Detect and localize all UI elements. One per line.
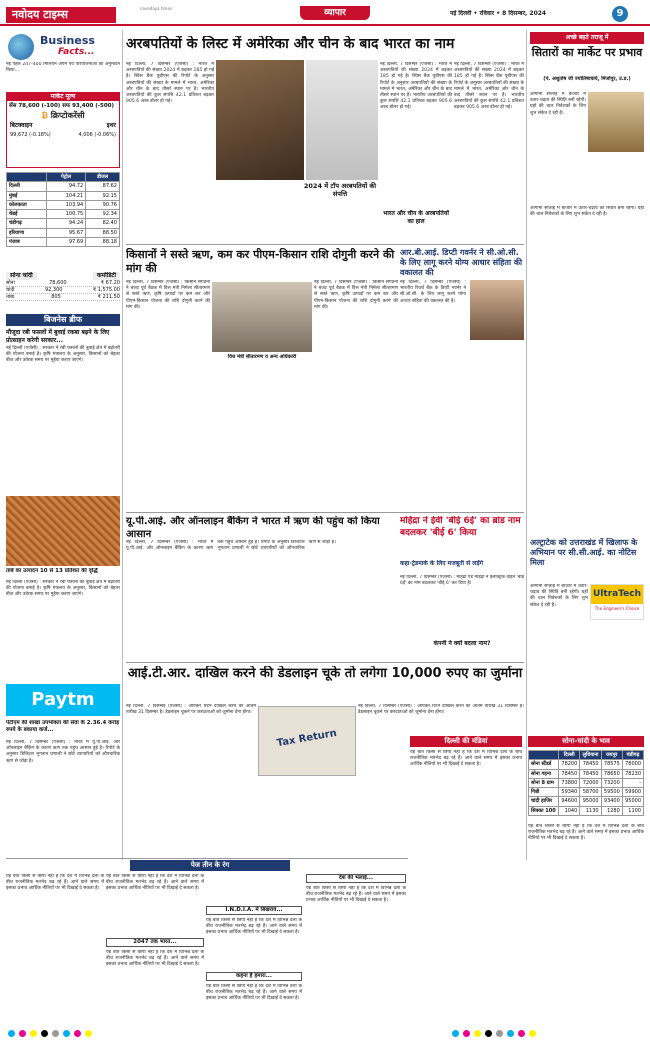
- rbi-text: नई दिल्ली, 7 दिसम्बर (एजेंसी) : भारतीय रिजर्व बैंक के डिप्टी गवर्नर ने सी.ओ.सी. के लिए लागू करने योग्य आधार संहिता की वकालत की है।: [400, 280, 466, 304]
- upi-text: नई दिल्ली, 7 दिसम्बर (एजेंसी) : भारत में यू.पी.आई. और ऑनलाइन बैंकिंग के कारण ऋण तक पहुंच आसान हुई है। रिपोर्ट के अनुसार डिजिटल भुगतान प्रणाली ने छोटे व्यापारियों को औपचारिक ऋण से जोड़ा है।: [126, 540, 336, 552]
- gold-silver-cell: -: [622, 778, 643, 787]
- mahindra-text: नई दिल्ली, 7 दिसम्बर (एजेंसी) : महिंद्रा एंड महिंद्रा ने इलेक्ट्रिक वाहन 'बीई 6ई' का नाम बदलकर 'बीई 6' कर दिया है।: [400, 575, 524, 587]
- main-photo: [216, 60, 304, 180]
- ultratech-logo-box: [590, 584, 644, 620]
- farmer-text-2: नई दिल्ली, 7 दिसम्बर (एजेंसी) : किसान संगठनों ने बजट पूर्व बैठक में वित्त मंत्री निर्मला सीतारमण से सस्ते ऋण, कृषि उत्पादों पर कम कर और पीएम-किसान योजना की राशि दोगुनी करने की मांग की।: [314, 280, 398, 310]
- commodity-row: [6, 287, 120, 294]
- page-number: 9: [612, 6, 628, 22]
- fuel-cell: कोलकाता: [7, 200, 47, 209]
- gold-silver-row: [529, 797, 644, 806]
- globe-icon: [8, 34, 34, 60]
- commodity-cell: सोना: [6, 279, 15, 286]
- gold-silver-cell: 78230: [622, 769, 643, 778]
- fuel-row: [7, 200, 120, 209]
- commodity-row: [6, 294, 120, 301]
- ether-label: इथर: [106, 122, 116, 130]
- paper-name: नवोदय टाइम्स: [6, 7, 116, 23]
- ultratech-logo: UltraTech: [591, 585, 643, 604]
- fuel-cell: 88.18: [86, 237, 120, 246]
- fuel-cell: चंडीगढ़: [7, 219, 47, 228]
- fuel-row: [7, 228, 120, 237]
- mahindra-question: कंपनी ने क्यों बदला नाम?: [433, 640, 491, 647]
- gold-silver-text: यह बात किसी से छिपी नहीं है कि देश में विभिन्न दलों के बीच राजनीतिक मतभेद बढ़ रहे हैं। आने वाले समय में इसका प्रभाव आर्थिक नीतियों पर भी दिखाई दे सकता है।: [528, 824, 644, 842]
- gold-silver-table: [528, 750, 644, 820]
- fuel-row: [7, 210, 120, 219]
- fuel-cell: 103.94: [46, 200, 85, 209]
- astro-photo: [588, 92, 644, 152]
- fuel-header: [7, 173, 47, 182]
- fuel-cell: हरियाणा: [7, 228, 47, 237]
- gold-silver-row: [529, 788, 644, 797]
- bottom-box-2: देश की भलाई...: [306, 874, 406, 883]
- main-text-col3: नई दिल्ली, 7 दिसम्बर (एजेंसी) : भारत में अरबपतियों की संख्या 2024 में बढ़कर 185 हो गई है। स्विस बैंक यूबीएस की रिपोर्ट के अनुसार अरबपतियों की संख्या के मामले में भारत, अमेरिका और चीन के बाद तीसरे स्थान पर है। भारतीय अरबपतियों की कुल संपत्ति 42.1 प्रतिशत बढ़कर 905.6 अरब डॉलर हो गई।: [380, 62, 452, 111]
- ultratech-tagline: The Engineer's Choice: [594, 606, 640, 612]
- paytm-logo: Paytm: [6, 684, 120, 716]
- bottom-text-5: यह बात किसी से छिपी नहीं है कि देश में विभिन्न दलों के बीच राजनीतिक मतभेद बढ़ रहे हैं। आने वाले समय में इसका प्रभाव आर्थिक नीतियों पर भी दिखाई दे सकता है।: [206, 984, 302, 1002]
- gold-silver-cell: 1100: [622, 806, 643, 815]
- fuel-row: [7, 182, 120, 191]
- gold-silver-cell: सोना गहना: [529, 769, 559, 778]
- gold-silver-cell: 93400: [601, 797, 622, 806]
- delhi-mandi-title: दिल्ली की मंडियां: [410, 736, 522, 747]
- gold-silver-cell: 78450: [580, 760, 601, 769]
- bottom-box-4: कहना है हमारा...: [206, 972, 302, 981]
- fuel-cell: चेन्नई: [7, 210, 47, 219]
- small-tag: navodaya times: [140, 6, 173, 11]
- gold-silver-cell: 1040: [559, 806, 580, 815]
- astro-header: अच्छे बहते तराजू में: [530, 32, 644, 44]
- upi-headline: यू.पी.आई. और ऑनलाइन बैंकिंग ने भारत में ऋण की पहुंच को किया आसान: [126, 516, 380, 540]
- itr-text-2: नई दिल्ली, 7 दिसम्बर (एजेंसी) : आयकर रिटर्न दाखिल करने की अंतिम तारीख 31 दिसम्बर है। डेडलाइन चूकने पर करदाताओं को जुर्माना देना होगा।: [358, 704, 524, 716]
- gold-silver-cell: 1130: [580, 806, 601, 815]
- copper-photo: [6, 496, 120, 566]
- gold-silver-row: [529, 769, 644, 778]
- market-heading: मार्केट मूल्य: [7, 93, 119, 101]
- fuel-cell: 92.15: [86, 191, 120, 200]
- fuel-row: [7, 191, 120, 200]
- gold-silver-cell: 78000: [622, 760, 643, 769]
- ultratech-text: आगामी सप्ताह में बाजार में उतार-चढ़ाव की स्थिति बनी रहेगी। ग्रहों की चाल निवेशकों के लिए शुभ संकेत दे रही है।: [530, 584, 588, 608]
- fuel-cell: पंजाब: [7, 237, 47, 246]
- gold-silver-cell: 95000: [580, 797, 601, 806]
- masthead-bar: [0, 4, 650, 26]
- bitcoin-value: 99,672 (-0.18%): [10, 131, 51, 138]
- commodity-cell: 805: [51, 294, 61, 300]
- chart-photo: [306, 60, 378, 180]
- fuel-header: पेट्रोल: [46, 173, 85, 182]
- bottom-box-3: 2047 तक भारत...: [106, 938, 204, 947]
- bottom-text-2: यह बात किसी से छिपी नहीं है कि देश में विभिन्न दलों के बीच राजनीतिक मतभेद बढ़ रहे हैं। आने वाले समय में इसका प्रभाव आर्थिक नीतियों पर भी दिखाई दे सकता है।: [106, 874, 204, 892]
- astro-byline: (पं. अशुतोष जी ज्योतिषाचार्य, मिर्जापुर, उ.प्र.): [543, 76, 631, 82]
- commodity-cell: 78,600: [49, 279, 67, 286]
- fuel-row: [7, 237, 120, 246]
- commodity-heading: कमोडिटी: [93, 272, 120, 280]
- mahindra-subhead: कहा-ट्रेडमार्क के लिए मजबूती से लड़ेंगे: [400, 560, 483, 567]
- gold-silver-cell: सोना 8 ग्राम: [529, 778, 559, 787]
- ether-value: 4,006 (-0.06%): [78, 131, 116, 138]
- gold-silver-cell: चांदी हाजिर: [529, 797, 559, 806]
- market-box: [6, 92, 120, 168]
- fuel-cell: 97.69: [46, 237, 85, 246]
- gold-silver-cell: सिक्का 100: [529, 806, 559, 815]
- gold-silver-cell: 73200: [601, 778, 622, 787]
- commodity-box: [6, 272, 120, 312]
- gold-silver-cell: 78650: [601, 769, 622, 778]
- business-facts: [6, 32, 120, 88]
- fuel-row: [7, 219, 120, 228]
- business-facts-title: Business: [40, 34, 95, 47]
- rbi-headline: आर.बी.आई. डिप्टी गवर्नर ने सी.ओ.सी. के लिए लागू करने योग्य आधार संहिता की वकालत की: [400, 248, 523, 277]
- main-subhead: भारत और चीन के अरबपतियों का हाल: [383, 210, 449, 225]
- fuel-cell: मुंबई: [7, 191, 47, 200]
- farmer-caption: वित्त मंत्री सीतारमण व अन्य अधिकारी: [227, 354, 297, 360]
- gold-silver-cell: 72000: [580, 778, 601, 787]
- commodity-cell: 92,300: [44, 286, 63, 293]
- gold-silver-row: [529, 806, 644, 815]
- gold-silver-cell: 95000: [622, 797, 643, 806]
- commodity-cell: चांदी: [6, 286, 15, 293]
- fuel-cell: 90.76: [86, 200, 120, 209]
- gold-silver-cell: 94600: [559, 797, 580, 806]
- gold-silver-header: दिल्ली: [559, 751, 580, 760]
- edition-line: नई दिल्ली • रविवार • 8 दिसम्बर, 2024: [450, 10, 547, 17]
- itr-headline: आई.टी.आर. दाखिल करने की डेडलाइन चूके तो लगेगा 10,000 रुपए का जुर्माना: [127, 666, 523, 681]
- bottom-text-4: यह बात किसी से छिपी नहीं है कि देश में विभिन्न दलों के बीच राजनीतिक मतभेद बढ़ रहे हैं। आने वाले समय में इसका प्रभाव आर्थिक नीतियों पर भी दिखाई दे सकता है।: [206, 918, 302, 936]
- gold-silver-row: [529, 778, 644, 787]
- bottom-text-1: यह बात किसी से छिपी नहीं है कि देश में विभिन्न दलों के बीच राजनीतिक मतभेद बढ़ रहे हैं। आने वाले समय में इसका प्रभाव आर्थिक नीतियों पर भी दिखाई दे सकता है।: [6, 874, 104, 892]
- brief-box: [6, 314, 120, 494]
- gold-silver-header: [529, 751, 559, 760]
- main-text-col1: नई दिल्ली, 7 दिसम्बर (एजेंसी) : भारत में अरबपतियों की संख्या 2024 में बढ़कर 185 हो गई है। स्विस बैंक यूबीएस की रिपोर्ट के अनुसार अरबपतियों की संख्या के मामले में भारत, अमेरिका और चीन के बाद तीसरे स्थान पर है। भारतीय अरबपतियों की कुल संपत्ति 42.1 प्रतिशत बढ़कर 905.6 अरब डॉलर हो गई।: [126, 62, 214, 105]
- sensex-line: सेंस 78,600 (-100) सफ 93,400 (-500): [9, 102, 114, 109]
- rbi-photo: [470, 280, 524, 340]
- gold-silver-cell: 59500: [601, 788, 622, 797]
- fuel-cell: 94.72: [46, 182, 85, 191]
- gold-silver-cell: 78450: [559, 769, 580, 778]
- gold-silver-header: चंडीगढ़: [622, 751, 643, 760]
- copper-caption: तांबे का उत्पादन 10 से 13 प्रतिशत की वृद्धि: [6, 568, 98, 574]
- fuel-cell: 95.67: [46, 228, 85, 237]
- farmer-text: नई दिल्ली, 7 दिसम्बर (एजेंसी) : किसान संगठनों ने बजट पूर्व बैठक में वित्त मंत्री निर्मला सीतारमण से सस्ते ऋण, कृषि उत्पादों पर कम कर और पीएम-किसान योजना की राशि दोगुनी करने की मांग की।: [126, 280, 210, 310]
- business-facts-subtitle: Facts...: [58, 47, 95, 57]
- business-facts-text: नई पहल 247-400 मिलियन अपने पर्व परियोजनाओं का अनुमोदन किया...: [6, 62, 120, 74]
- itr-image: [258, 706, 356, 776]
- gold-silver-cell: 78450: [580, 769, 601, 778]
- commodity-row: [6, 280, 120, 287]
- gold-silver-cell: 1280: [601, 806, 622, 815]
- astro-headline: सितारों का मार्केट पर प्रभाव: [531, 46, 643, 59]
- bottom-box-1: I.N.D.I.A. में बिखराव...: [206, 906, 302, 915]
- gold-silver-header: लुधियाना: [580, 751, 601, 760]
- gold-heading: सोना चांदी: [6, 272, 37, 280]
- fuel-cell: 104.21: [46, 191, 85, 200]
- farmer-headline: किसानों ने सस्ते ऋण, कम कर पीएम-किसान राशि दोगुनी करने की मांग की: [126, 248, 395, 275]
- ultratech-headline: अल्ट्राटेक को उत्तराखंड में खिलाफ के अभियान पर सी.सी.आई. का नोटिस मिला: [530, 538, 638, 567]
- bottom-title: पेज तीन के रंग: [130, 860, 290, 871]
- fuel-cell: दिल्ली: [7, 182, 47, 191]
- gold-silver-header: जयपुर: [601, 751, 622, 760]
- mahindra-headline: महिंद्रा ने ईवी 'बीई 6ई' का ब्रांड नाम बदलकर 'बीई 6' किया: [400, 516, 521, 538]
- commodity-cell: ₹ 211.50: [97, 294, 120, 300]
- gold-silver-title: सोना-चांदी के भाव: [528, 736, 644, 747]
- commodity-cell: ₹ 1,575.00: [92, 286, 120, 293]
- fuel-cell: 92.34: [86, 210, 120, 219]
- bottom-text-6: यह बात किसी से छिपी नहीं है कि देश में विभिन्न दलों के बीच राजनीतिक मतभेद बढ़ रहे हैं। आने वाले समय में इसका प्रभाव आर्थिक नीतियों पर भी दिखाई दे सकता है।: [306, 886, 406, 904]
- fuel-cell: 100.75: [46, 210, 85, 219]
- gold-silver-cell: गिन्नी: [529, 788, 559, 797]
- itr-text: नई दिल्ली, 7 दिसम्बर (एजेंसी) : आयकर रिटर्न दाखिल करने की अंतिम तारीख 31 दिसम्बर है। डेडलाइन चूकने पर करदाताओं को जुर्माना देना होगा।: [126, 704, 256, 716]
- gold-silver-cell: 59340: [559, 788, 580, 797]
- registration-dots-right: [450, 1030, 650, 1040]
- gold-silver-cell: 78575: [601, 760, 622, 769]
- bitcoin-icon: ₿: [41, 111, 48, 121]
- gold-silver-cell: 78200: [559, 760, 580, 769]
- fuel-cell: 88.50: [86, 228, 120, 237]
- fuel-header: डीजल: [86, 173, 120, 182]
- astro-text: आगामी सप्ताह में बाजार में उतार-चढ़ाव की स्थिति बनी रहेगी। ग्रहों की चाल निवेशकों के लिए शुभ संकेत दे रही है।: [530, 92, 586, 116]
- delhi-mandi-text: यह बात किसी से छिपी नहीं है कि देश में विभिन्न दलों के बीच राजनीतिक मतभेद बढ़ रहे हैं। आने वाले समय में इसका प्रभाव आर्थिक नीतियों पर भी दिखाई दे सकता है।: [410, 750, 522, 768]
- brief-text: नई दिल्ली (एजेंसी) : सरकार ने रबी फसलों की बुवाई क्षेत्र में बढ़ोतरी की योजना बनाई है। कृषि मंत्रालय के अनुसार, किसानों को बेहतर बीज और उर्वरक समय पर मुहैया कराए जाएंगे।: [6, 346, 120, 364]
- section-title: व्यापार: [300, 6, 370, 20]
- commodity-cell: ₹ 67.20: [100, 279, 120, 286]
- paytm-text: नई दिल्ली, 7 दिसम्बर (एजेंसी) : भारत में यू.पी.आई. और ऑनलाइन बैंकिंग के कारण ऋण तक पहुंच आसान हुई है। रिपोर्ट के अनुसार डिजिटल भुगतान प्रणाली ने छोटे व्यापारियों को औपचारिक ऋण से जोड़ा है।: [6, 740, 120, 764]
- bottom-text-3: यह बात किसी से छिपी नहीं है कि देश में विभिन्न दलों के बीच राजनीतिक मतभेद बढ़ रहे हैं। आने वाले समय में इसका प्रभाव आर्थिक नीतियों पर भी दिखाई दे सकता है।: [106, 950, 204, 968]
- gold-silver-row: [529, 760, 644, 769]
- registration-dots-left: [6, 1030, 206, 1040]
- brief-title: बिजनेस ब्रीफ: [6, 314, 120, 326]
- paytm-caption: पेटीएम की शाखा उपभोक्ता की सेवा के 2.36.4 करोड़ रुपये के बकाया कर्ज...: [6, 720, 120, 733]
- bitcoin-label: बिटक्वाइन: [10, 122, 33, 130]
- fuel-cell: 87.62: [86, 182, 120, 191]
- fuel-cell: 82.40: [86, 219, 120, 228]
- copper-text: नई दिल्ली (एजेंसी) : सरकार ने रबी फसलों की बुवाई क्षेत्र में बढ़ोतरी की योजना बनाई है। कृषि मंत्रालय के अनुसार, किसानों को बेहतर बीज और उर्वरक समय पर मुहैया कराए जाएंगे।: [6, 580, 120, 598]
- main-text-col4: नई दिल्ली, 7 दिसम्बर (एजेंसी) : भारत में अरबपतियों की संख्या 2024 में बढ़कर 185 हो गई है। स्विस बैंक यूबीएस की रिपोर्ट के अनुसार अरबपतियों की संख्या के मामले में भारत, अमेरिका और चीन के बाद तीसरे स्थान पर है। भारतीय अरबपतियों की कुल संपत्ति 42.1 प्रतिशत बढ़कर 905.6 अरब डॉलर हो गई।: [454, 62, 524, 111]
- main-headline: अरबपतियों के लिस्ट में अमेरिका और चीन के बाद भारत का नाम: [126, 36, 455, 52]
- main-photo-caption: 2024 में टॉप अरबपतियों की संपत्ति: [303, 182, 377, 199]
- fuel-cell: 94.24: [46, 219, 85, 228]
- tax-return-label: Tax Return: [276, 727, 338, 750]
- farmer-photo: [212, 282, 312, 352]
- fuel-table: [6, 172, 120, 268]
- crypto-title: ₿ क्रिप्टोकरेंसी: [41, 111, 85, 121]
- brief-headline: मौजूदा रबी फसलों में बुवाई रकबा बढ़ने के लिए प्रोत्साहन करेगी सरकार...: [6, 329, 110, 344]
- gold-silver-cell: 58700: [580, 788, 601, 797]
- gold-silver-cell: 59900: [622, 788, 643, 797]
- gold-silver-cell: 73800: [559, 778, 580, 787]
- gold-silver-cell: सोना स्टैंडर्ड: [529, 760, 559, 769]
- astro-text-2: आगामी सप्ताह में बाजार में उतार-चढ़ाव की स्थिति बनी रहेगी। ग्रहों की चाल निवेशकों के लिए शुभ संकेत दे रही है।: [530, 206, 644, 218]
- commodity-cell: तांबा: [6, 294, 15, 300]
